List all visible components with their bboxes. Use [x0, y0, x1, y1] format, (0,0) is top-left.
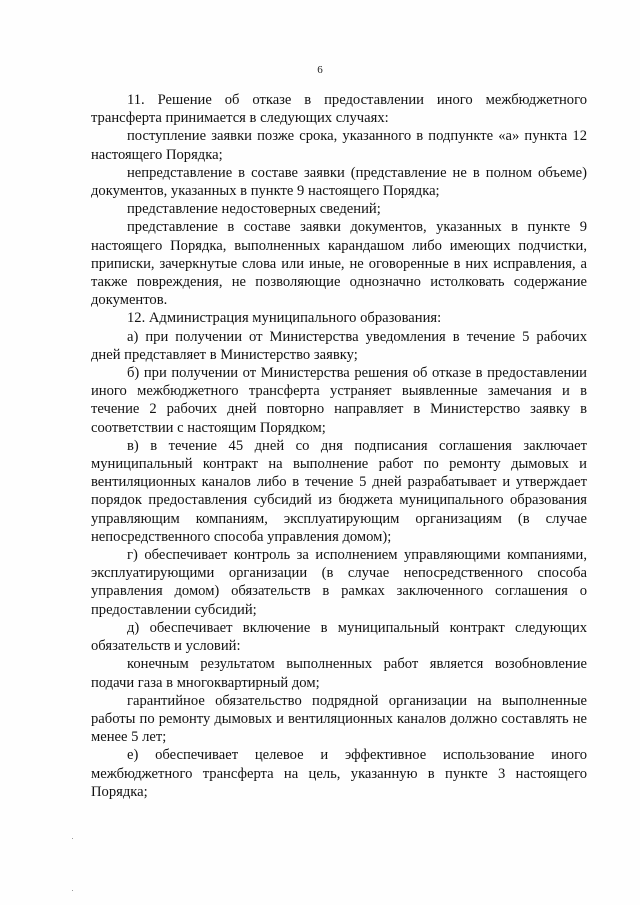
- paragraph-12: 12. Администрация муниципального образования:: [127, 310, 442, 327]
- paragraph-12-d-result: конечным результатом выполненных работ является возобновление подачи газа в многоквартирный дом;: [91, 656, 587, 691]
- page-number: 6: [317, 64, 323, 76]
- paragraph-11: 11. Решение об отказе в предоставлении иного межбюджетного трансферта принимается в следующих случаях:: [91, 92, 587, 127]
- paragraph-11-case-false-information: представление недостоверных сведений;: [127, 201, 381, 218]
- paragraph-12-d-warranty: гарантийное обязательство подрядной организации на выполненные работы по ремонту дымовых и вентиляционных каналов должно составлять не менее 5 лет;: [91, 692, 587, 746]
- paragraph-11-case-incomplete-documents: непредставление в составе заявки (представление не в полном объеме) документов, указанных в пункте 9 настоящего Порядка;: [91, 164, 587, 200]
- paragraph-12-a: а) при получении от Министерства уведомления в течение 5 рабочих дней представляет в Министерство заявку;: [91, 328, 587, 363]
- paragraph-12-v: в) в течение 45 дней со дня подписания соглашения заключает муниципальный контракт на выполнение работ по ремонту дымовых и вентиляционных каналов либо в течение 5 дней разрабатывает и утверждает порядок предоставления субсидий из бюджета муниципального образования управляющим компаниям, эксплуатирующим организациям (в случае непосредственного способа управления домом);: [91, 437, 587, 545]
- document-body: [91, 91, 587, 801]
- scan-artifact: [72, 890, 73, 891]
- paragraph-11-case-defective-documents: представление в составе заявки документов, указанных в пункте 9 настоящего Порядка, выполненных карандашом либо имеющих подчистки, приписки, зачеркнутые слова или иные, не оговоренные в них исправления, а также повреждения, не позволяющие однозначно истолковать содержание документов.: [91, 219, 587, 309]
- paragraph-12-b: б) при получении от Министерства решения об отказе в предоставлении иного межбюджетного трансферта устраняет выявленные замечания и в течение 2 рабочих дней повторно направляет в Министерство заявку в соответствии с настоящим Порядком;: [91, 365, 587, 436]
- paragraph-12-d: д) обеспечивает включение в муниципальный контракт следующих обязательств и условий:: [91, 619, 587, 655]
- paragraph-12-e: е) обеспечивает целевое и эффективное использование иного межбюджетного трансферта на цель, указанную в пункте 3 настоящего Порядка;: [91, 747, 587, 800]
- scan-artifact: [72, 838, 73, 839]
- paragraph-12-g: г) обеспечивает контроль за исполнением управляющими компаниями, эксплуатирующими организации (в случае непосредственного способа управления домом) обязательств в рамках заключенного соглашения о предоставлении субсидий;: [91, 547, 587, 618]
- paragraph-11-case-late-submission: поступление заявки позже срока, указанного в подпункте «а» пункта 12 настоящего Порядка;: [91, 128, 587, 163]
